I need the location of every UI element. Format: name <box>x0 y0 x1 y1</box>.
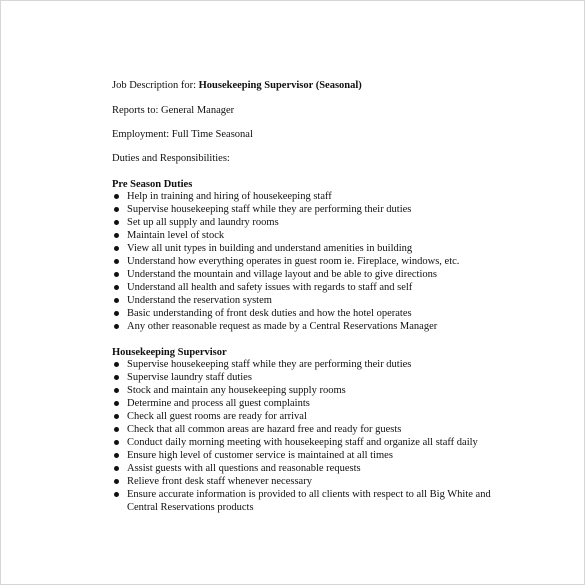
job-title: Housekeeping Supervisor (Seasonal) <box>198 80 362 91</box>
list-item: Assist guests with all questions and reasonable requests <box>112 462 512 475</box>
list-item: Basic understanding of front desk duties and how the hotel operates <box>112 307 512 320</box>
section-heading-pre-season: Pre Season Duties <box>112 179 193 190</box>
pre-season-duties-list <box>112 190 512 333</box>
housekeeping-supervisor-list <box>112 358 512 514</box>
duties-heading: Duties and Responsibilities: <box>112 153 230 164</box>
list-item: Ensure accurate information is provided to all clients with respect to all Big White and Central Reservations products <box>112 488 495 514</box>
list-item: Help in training and hiring of housekeeping staff <box>112 190 512 203</box>
list-item: Understand how everything operates in guest room ie. Fireplace, windows, etc. <box>112 255 512 268</box>
employment: Employment: Full Time Seasonal <box>112 129 253 140</box>
section-heading-housekeeping-supervisor: Housekeeping Supervisor <box>112 347 227 358</box>
list-item: Ensure high level of customer service is maintained at all times <box>112 449 512 462</box>
list-item: Understand the mountain and village layout and be able to give directions <box>112 268 512 281</box>
job-description-label: Job Description for: <box>112 80 196 91</box>
list-item: Supervise housekeeping staff while they are performing their duties <box>112 203 512 216</box>
list-item: Supervise housekeeping staff while they are performing their duties <box>112 358 512 371</box>
list-item: Any other reasonable request as made by a Central Reservations Manager <box>112 320 512 333</box>
list-item: Set up all supply and laundry rooms <box>112 216 512 229</box>
list-item: Stock and maintain any housekeeping supply rooms <box>112 384 512 397</box>
list-item: Understand all health and safety issues with regards to staff and self <box>112 281 512 294</box>
list-item: Check that all common areas are hazard free and ready for guests <box>112 423 512 436</box>
list-item: Check all guest rooms are ready for arrival <box>112 410 512 423</box>
list-item: Determine and process all guest complaints <box>112 397 512 410</box>
list-item: Understand the reservation system <box>112 294 512 307</box>
list-item: Conduct daily morning meeting with housekeeping staff and organize all staff daily <box>112 436 512 449</box>
list-item: Supervise laundry staff duties <box>112 371 512 384</box>
list-item: View all unit types in building and understand amenities in building <box>112 242 512 255</box>
job-description-line <box>112 79 362 92</box>
list-item: Maintain level of stock <box>112 229 512 242</box>
reports-to: Reports to: General Manager <box>112 105 235 116</box>
list-item: Relieve front desk staff whenever necessary <box>112 475 512 488</box>
